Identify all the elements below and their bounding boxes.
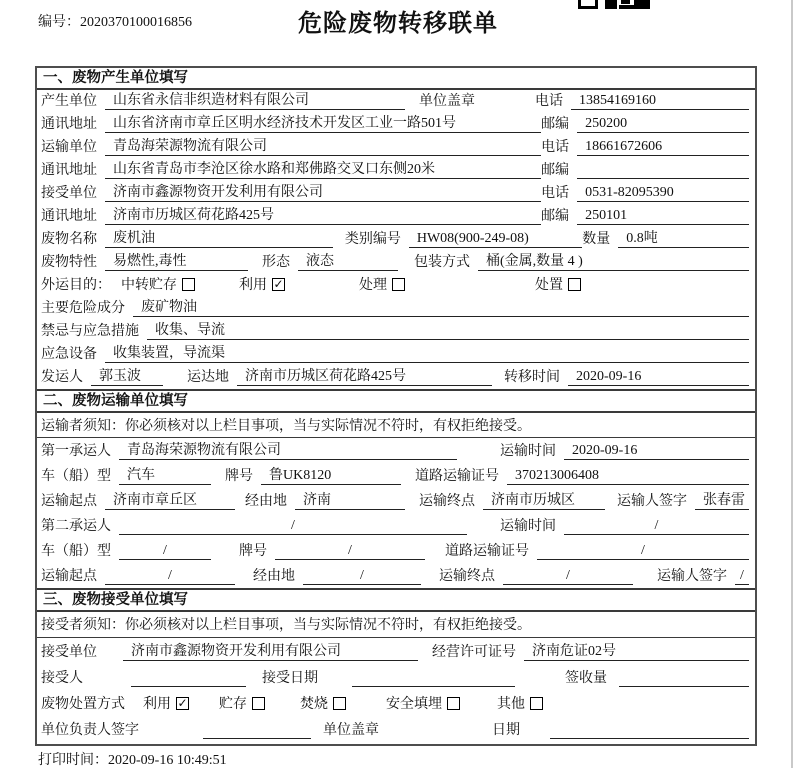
endpoint-label: 运输终点 xyxy=(419,494,475,509)
phone-label: 电话 xyxy=(541,140,570,155)
disposal-option-incineration xyxy=(300,693,346,713)
hazard-label: 主要危险成分 xyxy=(41,301,125,316)
vehicle-type-value: / xyxy=(119,543,211,560)
checkbox-treatment xyxy=(392,278,405,291)
receiver-label: 接受单位 xyxy=(41,186,97,201)
checkbox-incineration xyxy=(333,697,346,710)
section-2-heading: 二、废物运输单位填写 xyxy=(37,391,755,413)
page-edge-line xyxy=(791,0,793,768)
zip-label: 邮编 xyxy=(541,117,570,132)
row-hazard xyxy=(37,297,755,320)
serial-label: 编号： xyxy=(38,15,80,30)
option-label: 处置 xyxy=(535,278,563,293)
producer-label: 产生单位 xyxy=(41,94,97,109)
via-value: 济南 xyxy=(295,489,405,510)
print-time-value: 2020-09-16 10:49:51 xyxy=(108,753,227,768)
zip-label: 邮编 xyxy=(541,209,570,224)
checkbox-storage xyxy=(252,697,265,710)
license-value: 济南危证02号 xyxy=(524,640,749,661)
receive-unit-label: 接受单位 xyxy=(41,645,97,660)
shipper-label: 发运人 xyxy=(41,370,83,385)
checkbox-use: ✓ xyxy=(273,276,284,291)
form-label: 形态 xyxy=(262,255,290,270)
checkbox-other xyxy=(530,697,543,710)
waste-name-value: 废机油 xyxy=(105,227,333,248)
option-label: 利用 xyxy=(239,278,267,293)
row-producer-address xyxy=(37,113,755,136)
section-transporter xyxy=(37,389,755,588)
row-second-carrier xyxy=(37,513,755,538)
zip-value: 250200 xyxy=(577,116,749,133)
head-sign-label: 单位负责人签字 xyxy=(41,723,139,738)
road-cert-value: 370213006408 xyxy=(507,468,749,485)
quantity-label: 数量 xyxy=(582,232,611,247)
option-label: 处理 xyxy=(359,278,387,293)
origin-label: 运输起点 xyxy=(41,494,97,509)
disposal-option-landfill xyxy=(386,693,460,713)
accept-date-value xyxy=(352,670,515,687)
address-label: 通讯地址 xyxy=(41,209,97,224)
road-cert-label: 道路运输证号 xyxy=(445,544,529,559)
plate-label: 牌号 xyxy=(225,469,253,484)
plate-value: / xyxy=(275,543,425,560)
date-label: 日期 xyxy=(492,723,520,738)
address-value: 山东省青岛市李沧区徐水路和郑佛路交叉口东侧20米 xyxy=(105,158,541,179)
shipper-value: 郭玉波 xyxy=(91,365,163,386)
row-disposal-method xyxy=(37,690,755,716)
serial-value: 2020370100016856 xyxy=(80,15,192,30)
option-label: 中转贮存 xyxy=(121,278,177,293)
print-time-label: 打印时间： xyxy=(38,753,108,768)
purpose-label: 外运目的： xyxy=(41,278,111,293)
acceptor-label: 接受人 xyxy=(41,671,83,686)
accept-date-label: 接受日期 xyxy=(262,671,318,686)
packing-label: 包装方式 xyxy=(414,255,470,270)
option-label: 焚烧 xyxy=(300,697,328,712)
origin-value: 济南市章丘区 xyxy=(105,489,235,510)
purpose-option-use xyxy=(239,274,285,294)
row-emergency xyxy=(37,320,755,343)
disposal-option-storage xyxy=(219,693,265,713)
transport-time-value: 2020-09-16 xyxy=(564,443,749,460)
qr-block xyxy=(621,0,630,4)
equipment-value: 收集装置，导流渠 xyxy=(105,342,749,363)
row-transporter xyxy=(37,136,755,159)
qr-code-fragment xyxy=(578,0,652,9)
phone-value: 0531-82095390 xyxy=(577,185,749,202)
row-first-carrier xyxy=(37,438,755,463)
plate-label: 牌号 xyxy=(239,544,267,559)
endpoint-value: 济南市历城区 xyxy=(483,489,605,510)
transporter-label: 运输单位 xyxy=(41,140,97,155)
qr-block xyxy=(634,0,650,9)
origin-value: / xyxy=(105,568,235,585)
phone-value: 18661672606 xyxy=(577,139,749,156)
row-receiver xyxy=(37,182,755,205)
phone-value: 13854169160 xyxy=(571,93,749,110)
receiver-value: 济南市鑫源物资开发利用有限公司 xyxy=(105,181,541,202)
row-vehicle-1 xyxy=(37,463,755,488)
row-acceptor xyxy=(37,664,755,690)
row-producer xyxy=(37,90,755,113)
unit-seal-label: 单位盖章 xyxy=(419,94,475,109)
checkbox-disposal xyxy=(568,278,581,291)
phone-label: 电话 xyxy=(535,94,563,109)
row-receive-unit xyxy=(37,638,755,664)
transfer-time-label: 转移时间 xyxy=(504,370,560,385)
phone-label: 电话 xyxy=(541,186,570,201)
purpose-option-treatment xyxy=(359,274,405,294)
page-title: 危险废物转移联单 xyxy=(298,10,498,37)
category-label: 类别编号 xyxy=(344,232,401,247)
address-label: 通讯地址 xyxy=(41,163,97,178)
acceptor-value xyxy=(131,670,246,687)
purpose-option-disposal xyxy=(535,274,581,294)
option-label: 安全填埋 xyxy=(386,697,442,712)
vehicle-type-label: 车（船）型 xyxy=(41,544,111,559)
checkbox-landfill xyxy=(447,697,460,710)
row-equipment xyxy=(37,343,755,366)
zip-label: 邮编 xyxy=(541,163,570,178)
road-cert-label: 道路运输证号 xyxy=(415,469,499,484)
carrier-sign-value: 张春雷 xyxy=(695,489,749,510)
purpose-option-transfer-storage xyxy=(121,274,195,294)
option-label: 贮存 xyxy=(219,697,247,712)
disposal-option-other xyxy=(497,693,543,713)
row-head-signature xyxy=(37,716,755,742)
disposal-option-use xyxy=(143,693,189,713)
address-value: 济南市历城区荷花路425号 xyxy=(105,204,541,225)
zip-value: 250101 xyxy=(577,208,749,225)
section-generator xyxy=(37,68,755,389)
zip-value xyxy=(577,162,749,179)
emergency-label: 禁忌与应急措施 xyxy=(41,324,139,339)
endpoint-label: 运输终点 xyxy=(439,569,495,584)
destination-value: 济南市历城区荷花路425号 xyxy=(237,365,492,386)
emergency-value: 收集、导流 xyxy=(147,319,749,340)
disposal-label: 废物处置方式 xyxy=(41,697,125,712)
transfer-time-value: 2020-09-16 xyxy=(568,369,749,386)
category-value: HW08(900-249-08) xyxy=(409,231,582,248)
option-label: 利用 xyxy=(143,697,171,712)
destination-label: 运达地 xyxy=(187,370,229,385)
checkbox-use: ✓ xyxy=(177,695,188,710)
unit-seal-label: 单位盖章 xyxy=(323,723,379,738)
packing-value: 桶(金属,数量 4 ) xyxy=(478,250,749,271)
carrier2-value: / xyxy=(119,518,467,535)
date-value xyxy=(550,722,749,739)
carrier-sign-label: 运输人签字 xyxy=(657,569,727,584)
endpoint-value: / xyxy=(503,568,633,585)
carrier-sign-value: / xyxy=(735,568,749,585)
row-vehicle-2 xyxy=(37,538,755,563)
row-waste-name xyxy=(37,228,755,251)
form-value: 液态 xyxy=(298,250,398,271)
address-value: 山东省济南市章丘区明水经济技术开发区工业一路501号 xyxy=(105,112,541,133)
row-receive-notice xyxy=(37,612,755,638)
transporter-value: 青岛海荣源物流有限公司 xyxy=(105,135,541,156)
carrier2-label: 第二承运人 xyxy=(41,519,111,534)
section-receiver xyxy=(37,588,755,742)
carrier1-label: 第一承运人 xyxy=(41,444,111,459)
transport-time-label: 运输时间 xyxy=(500,519,556,534)
quantity-value: 0.8吨 xyxy=(618,227,749,248)
road-cert-value: / xyxy=(537,543,749,560)
option-label: 其他 xyxy=(497,697,525,712)
row-shipper xyxy=(37,366,755,389)
head-sign-value xyxy=(203,722,311,739)
row-waste-character xyxy=(37,251,755,274)
transfer-form-table xyxy=(35,66,757,746)
license-label: 经营许可证号 xyxy=(432,645,516,660)
origin-label: 运输起点 xyxy=(41,569,97,584)
section-3-heading: 三、废物接受单位填写 xyxy=(37,590,755,612)
vehicle-type-label: 车（船）型 xyxy=(41,469,111,484)
vehicle-type-value: 汽车 xyxy=(119,464,211,485)
checkbox-transfer-storage xyxy=(182,278,195,291)
character-value: 易燃性,毒性 xyxy=(105,250,248,271)
receive-unit-value: 济南市鑫源物资开发利用有限公司 xyxy=(123,640,418,661)
row-route-1 xyxy=(37,488,755,513)
row-route-2 xyxy=(37,563,755,588)
carrier1-value: 青岛海荣源物流有限公司 xyxy=(119,439,457,460)
via-label: 经由地 xyxy=(245,494,287,509)
producer-value: 山东省永信非织造材料有限公司 xyxy=(105,89,405,110)
row-transport-notice xyxy=(37,413,755,438)
row-purpose xyxy=(37,274,755,297)
received-qty-label: 签收量 xyxy=(565,671,607,686)
carrier-sign-label: 运输人签字 xyxy=(617,494,687,509)
qr-block xyxy=(605,0,617,9)
waste-name-label: 废物名称 xyxy=(41,232,97,247)
address-label: 通讯地址 xyxy=(41,117,97,132)
received-qty-value xyxy=(619,670,749,687)
row-transporter-address xyxy=(37,159,755,182)
transport-notice-text: 运输者须知：你必须核对以上栏目事项，当与实际情况不符时，有权拒绝接受。 xyxy=(41,418,531,434)
transport-time-value: / xyxy=(564,518,749,535)
receive-notice-text: 接受者须知：你必须核对以上栏目事项，当与实际情况不符时，有权拒绝接受。 xyxy=(41,618,531,633)
via-value: / xyxy=(303,568,421,585)
hazard-value: 废矿物油 xyxy=(133,296,749,317)
plate-value: 鲁UK8120 xyxy=(261,464,401,485)
via-label: 经由地 xyxy=(253,569,295,584)
equipment-label: 应急设备 xyxy=(41,347,97,362)
print-time xyxy=(38,749,227,768)
transport-time-label: 运输时间 xyxy=(500,444,556,459)
qr-block xyxy=(578,0,598,9)
section-1-heading: 一、废物产生单位填写 xyxy=(37,68,755,90)
row-receiver-address xyxy=(37,205,755,228)
character-label: 废物特性 xyxy=(41,255,97,270)
